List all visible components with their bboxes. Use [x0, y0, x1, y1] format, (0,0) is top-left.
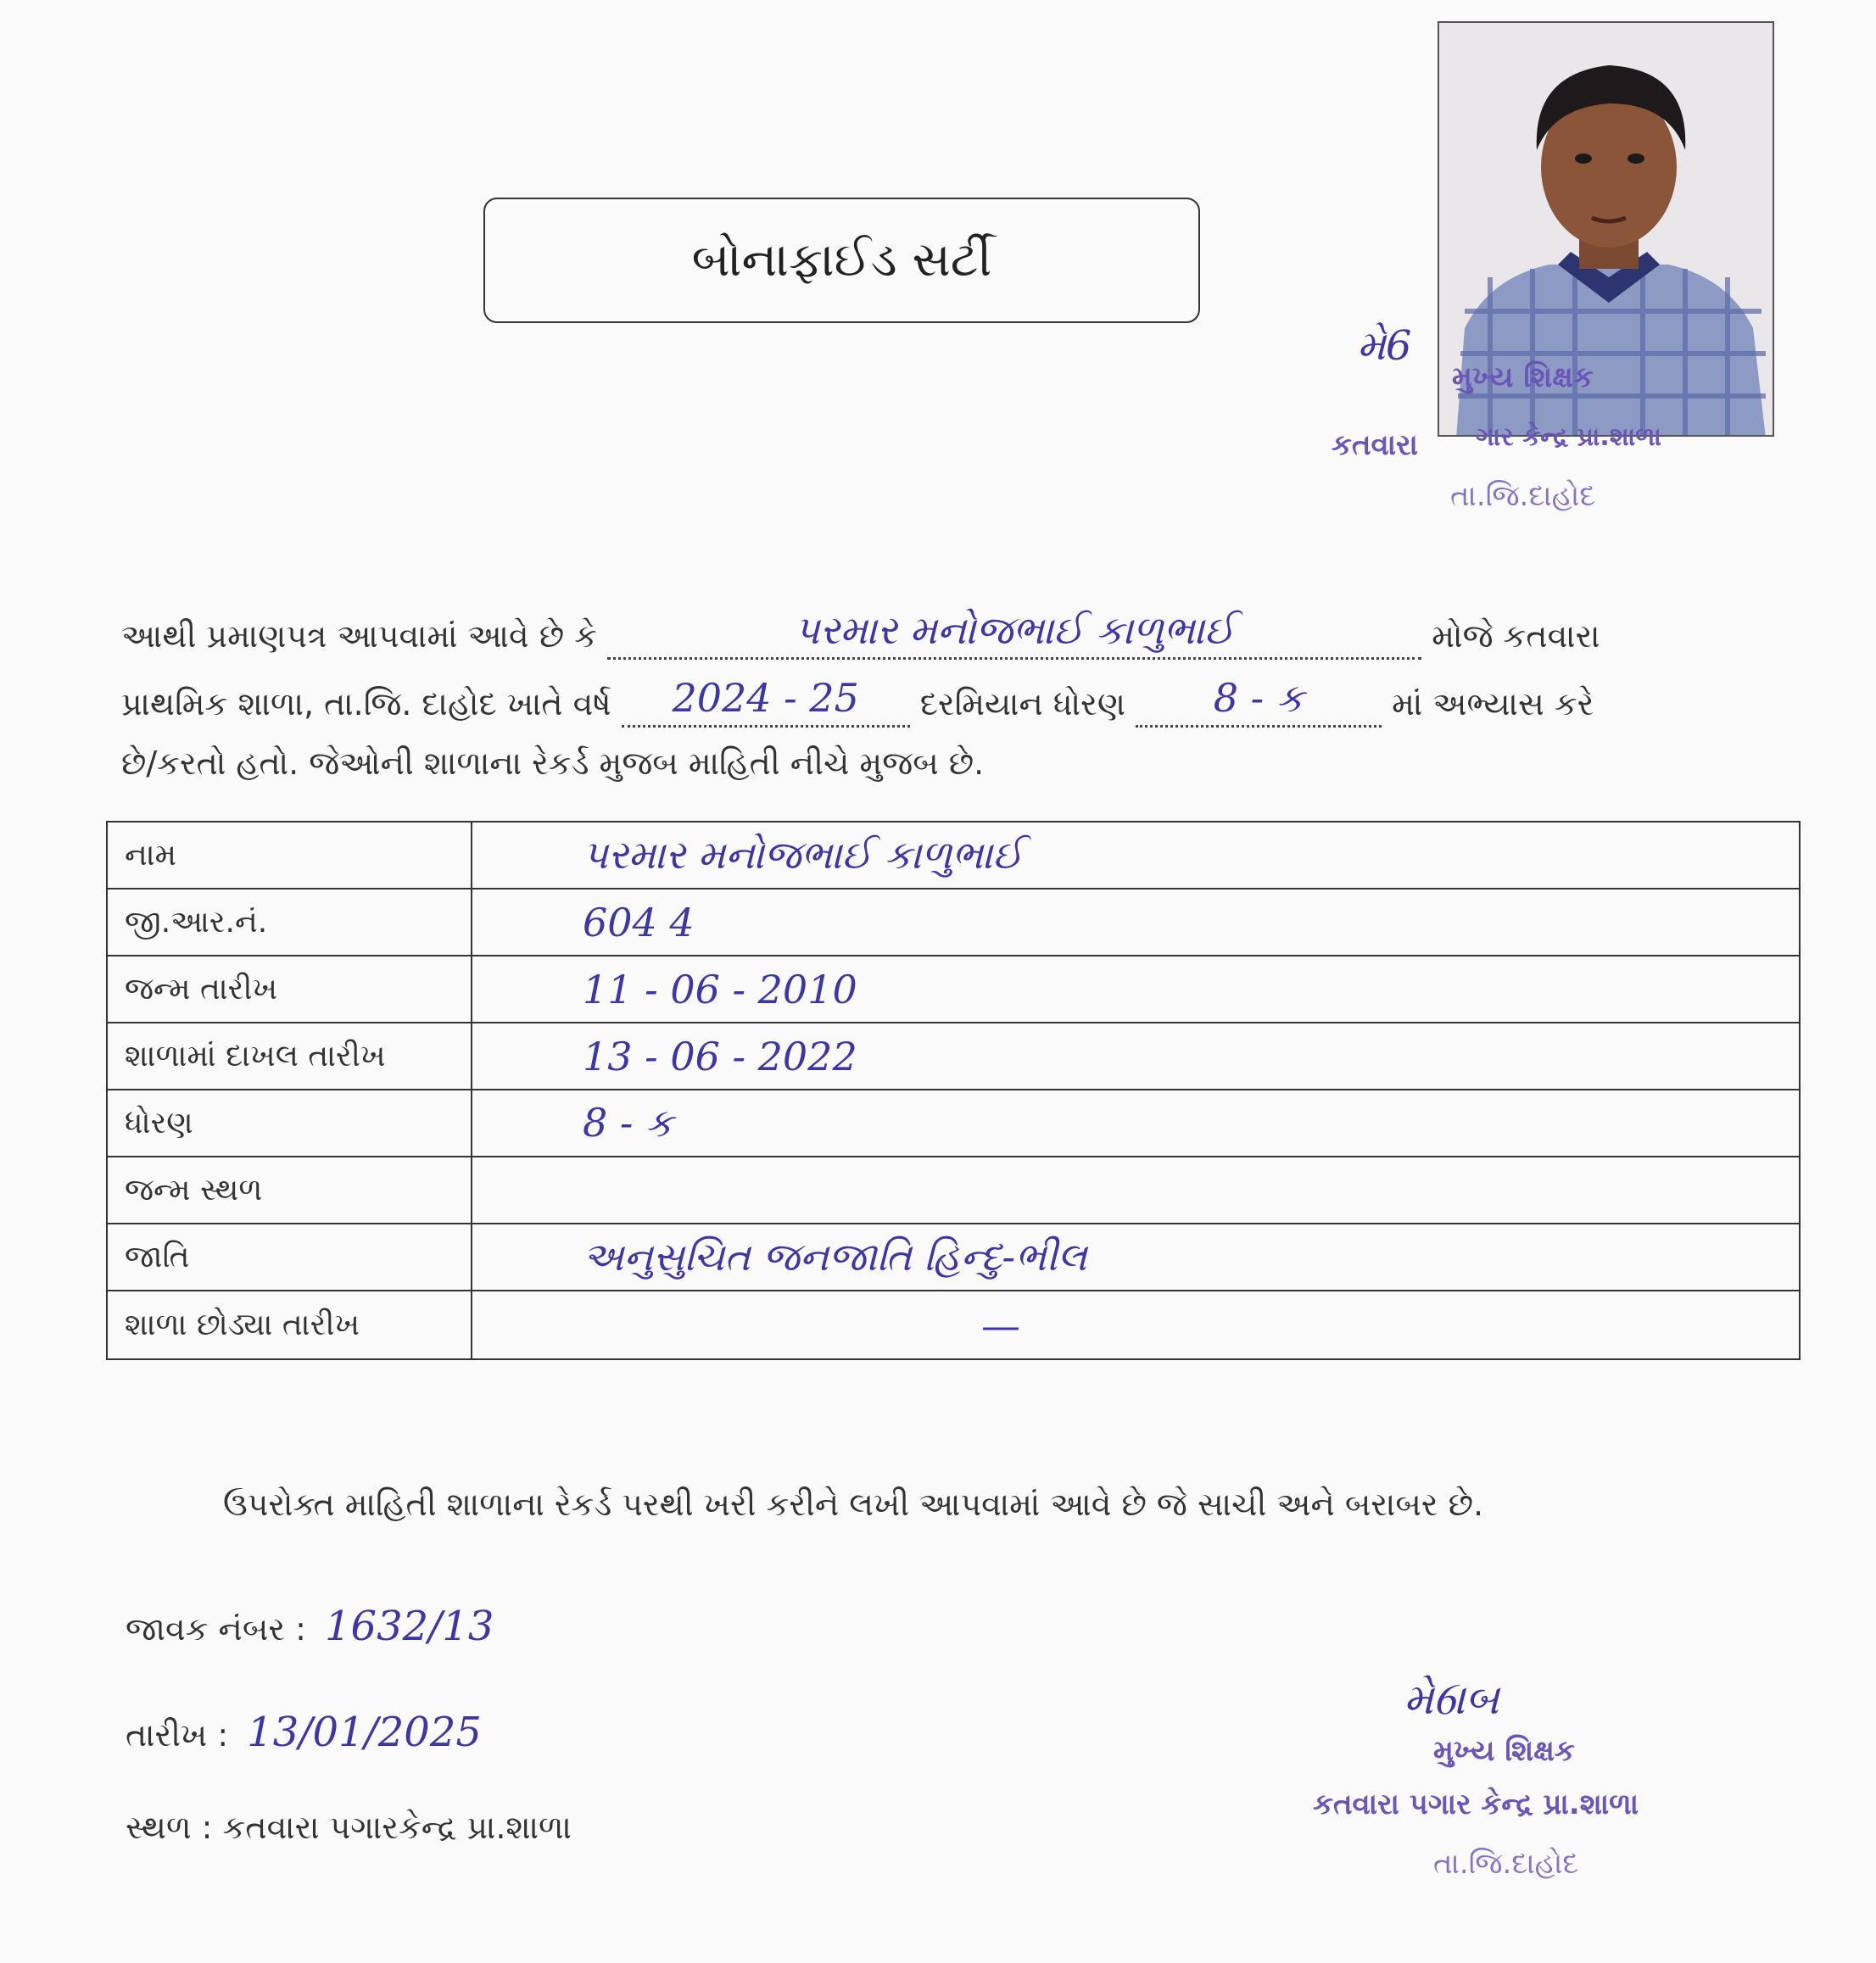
- intro-line-3: [121, 744, 1784, 784]
- issue-date: [126, 1709, 482, 1756]
- top-stamp-district: તા.જિ.દાહોદ: [1450, 479, 1596, 513]
- row-value: 604 4: [583, 899, 695, 945]
- table-row: [108, 1157, 1799, 1224]
- row-label: જી.આર.નં.: [108, 889, 472, 955]
- std-value: 8 - ક: [1213, 675, 1304, 721]
- intro-text-3: પ્રાથમિક શાળા, તા.જિ. દાહોદ ખાતે વર્ષ: [121, 685, 611, 722]
- row-label: શાળા છોડ્યા તારીખ: [108, 1291, 472, 1358]
- row-label: ધોરણ: [108, 1090, 472, 1156]
- row-label: જાતિ: [108, 1224, 472, 1290]
- declaration-text: ઉપરોક્ત માહિતી શાળાના રેકર્ડ પરથી ખરી કરીને લખી આપવામાં આવે છે જે સાચી અને બરાબર છે.: [223, 1486, 1484, 1523]
- row-value: અનુસુચિત જનજાતિ હિન્દુ-ભીલ: [583, 1233, 1087, 1280]
- date-value: 13/01/2025: [247, 1709, 482, 1756]
- row-value: 8 - ક: [583, 1099, 673, 1146]
- date-label: તારીખ :: [126, 1716, 229, 1754]
- row-value: 11 - 06 - 2010: [583, 966, 857, 1012]
- intro-line-2: [121, 675, 1784, 728]
- year-value: 2024 - 25: [672, 675, 859, 721]
- table-row: [108, 889, 1799, 956]
- row-label: જન્મ સ્થળ: [108, 1157, 472, 1223]
- top-stamp-school-partial: ગાર કેન્દ્ર પ્રા.શાળા: [1476, 422, 1662, 452]
- outward-value: 1632/13: [325, 1603, 494, 1650]
- table-row: [108, 1224, 1799, 1291]
- certificate-title: [483, 198, 1200, 323]
- student-name-field: [607, 607, 1421, 660]
- certificate-title-text: બોનાફાઈડ સર્ટી: [691, 232, 992, 287]
- details-table: [106, 821, 1801, 1360]
- bottom-stamp-district: તા.જિ.દાહોદ: [1433, 1847, 1579, 1881]
- outward-label: જાવક નંબર :: [126, 1610, 306, 1648]
- top-signature: મે6: [1357, 322, 1412, 370]
- row-value: [472, 1157, 1799, 1223]
- table-row: [108, 1023, 1799, 1090]
- std-field: [1136, 675, 1382, 728]
- intro-text-5: માં અભ્યાસ કરે: [1392, 685, 1594, 722]
- row-value: —: [981, 1302, 1020, 1348]
- top-stamp-role: મુખ્ય શિક્ષક: [1452, 360, 1594, 394]
- intro-text-2: મોજે કતવારા: [1432, 617, 1600, 655]
- table-row: [108, 1090, 1799, 1157]
- row-label: શાળામાં દાખલ તારીખ: [108, 1023, 472, 1089]
- intro-line-1: [121, 607, 1784, 660]
- bottom-signature: મે6ાબ: [1404, 1675, 1499, 1724]
- top-stamp-school: કતવારા: [1332, 428, 1418, 462]
- row-label: નામ: [108, 823, 472, 888]
- row-value: પરમાર મનોજભાઈ કાળુભાઈ: [583, 831, 1023, 878]
- student-name-value: પરમાર મનોજભાઈ કાળુભાઈ: [794, 607, 1235, 653]
- outward-number: [126, 1603, 494, 1650]
- row-label: જન્મ તારીખ: [108, 956, 472, 1022]
- place: [126, 1809, 572, 1847]
- table-row: [108, 823, 1799, 889]
- year-field: [622, 675, 910, 728]
- row-value: 13 - 06 - 2022: [583, 1033, 857, 1079]
- table-row: [108, 956, 1799, 1023]
- intro-text-6: છે/કરતો હતો. જેઓની શાળાના રેકર્ડ મુજબ માહિતી નીચે મુજબ છે.: [121, 744, 985, 782]
- table-row: [108, 1291, 1799, 1358]
- intro-text-1: આથી પ્રમાણપત્ર આપવામાં આવે છે કે: [121, 617, 598, 655]
- bottom-stamp-school: કતવારા પગાર કેન્દ્ર પ્રા.શાળા: [1313, 1787, 1639, 1821]
- place-label: સ્થળ : કતવારા પગારકેન્દ્ર પ્રા.શાળા: [126, 1809, 572, 1846]
- bottom-stamp-role: મુખ્ય શિક્ષક: [1433, 1734, 1575, 1768]
- intro-text-4: દરમિયાન ધોરણ: [919, 685, 1125, 722]
